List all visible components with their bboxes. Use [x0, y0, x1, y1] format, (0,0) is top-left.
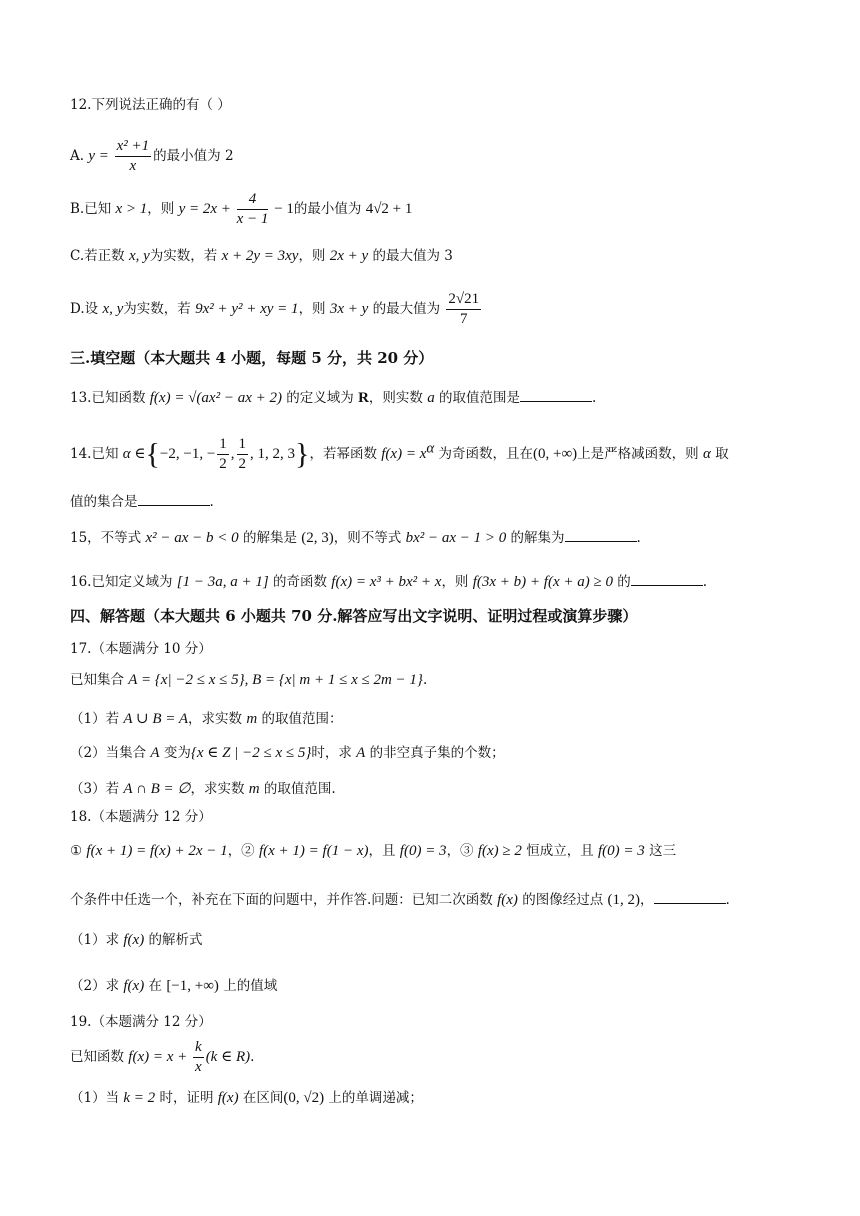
right-brace: }	[295, 437, 310, 471]
q16: 16.已知定义域为 [1 − 3a, a + 1] 的奇函数 f(x) = x³ + bx² + x，则 f(3x + b) + f(x + a) ≥ 0 的 .	[70, 574, 708, 590]
section-3-heading: 三.填空题（本大题共 4 小题，每题 5 分，共 20 分）	[70, 349, 434, 367]
q19-sub1: （1）当 k = 2 时，证明 f(x) 在区间(0, √2) 上的单调递减；	[70, 1090, 423, 1106]
left-brace: {	[145, 437, 160, 471]
q17-sub1: （1）若 A ∪ B = A，求实数 m 的取值范围：	[70, 711, 343, 727]
q14-line2: 值的集合是 .	[70, 494, 214, 510]
q19-title: 19.（本题满分 12 分）	[70, 1014, 212, 1030]
q18-conditions: ① f(x + 1) = f(x) + 2x − 1，② f(x + 1) = f(1 − x)，且 f(0) = 3，③ f(x) ≥ 2 恒成立，且 f(0) = 3 这三	[70, 843, 677, 859]
q12-option-d: D.设 x, y为实数，若 9x² + y² + xy = 1，则 3x + y 的最大值为 $\frac{2√21}{7}$	[70, 291, 480, 327]
q17-sub2: （2）当集合 A 变为{x ∈ Z | −2 ≤ x ≤ 5}时，求 A 的非空真子集的个数；	[70, 745, 505, 761]
q14-line1: 14.已知 α ∈{−2, −1, − $\frac{1}{2}$ , $\frac{1}{2}$ , 1, 2, 3}，若幂函数 $f(x) = x^\alpha$ 为奇函数，且在(0, +∞)上是严格减函数，则 α 取	[70, 436, 729, 472]
q19-stem: 已知函数 f(x) = x + $\frac{k}{x}$ (k ∈ R).	[70, 1039, 255, 1075]
q18-title: 18.（本题满分 12 分）	[70, 809, 212, 825]
q12-option-a: A. y = $\frac{\text{x² +1}}{x}$ 的最小值为 2	[70, 138, 234, 174]
q18-problem: 个条件中任选一个，补充在下面的问题中，并作答.问题：已知二次函数 f(x) 的图像经过点 (1, 2)， .	[70, 892, 730, 908]
q12-option-c: C.若正数 x, y为实数，若 x + 2y = 3xy，则 2x + y 的最大值为 3	[70, 248, 453, 264]
answer-blank	[520, 389, 592, 402]
answer-blank	[631, 573, 703, 586]
q12-stem: 12.下列说法正确的有（ ）	[70, 97, 231, 113]
answer-blank	[138, 493, 210, 506]
q12-option-b: B.已知 x > 1，则 y = 2x + $\frac{4}{x - 1}$ − 1的最小值为 4√2 + 1	[70, 191, 413, 227]
q17-stem: 已知集合 A = {x| −2 ≤ x ≤ 5}, B = {x| m + 1 ≤ x ≤ 2m − 1}.	[70, 672, 428, 688]
q17-title: 17.（本题满分 10 分）	[70, 641, 212, 657]
q13: 13.已知函数 f(x) = √(ax² − ax + 2) 的定义域为 R，则实数 a 的取值范围是 .	[70, 390, 597, 406]
answer-blank	[654, 891, 726, 904]
q18-sub2: （2）求 f(x) 在 [−1, +∞) 上的值域	[70, 978, 278, 994]
q18-sub1: （1）求 f(x) 的解析式	[70, 932, 203, 948]
q17-sub3: （3）若 A ∩ B = ∅，求实数 m 的取值范围.	[70, 781, 336, 797]
answer-blank	[565, 529, 637, 542]
q15: 15，不等式 x² − ax − b < 0 的解集是 (2, 3)，则不等式 bx² − ax − 1 > 0 的解集为 .	[70, 530, 641, 546]
section-4-heading: 四、解答题（本大题共 6 小题共 70 分.解答应写出文字说明、证明过程或演算步骤）	[70, 607, 638, 625]
